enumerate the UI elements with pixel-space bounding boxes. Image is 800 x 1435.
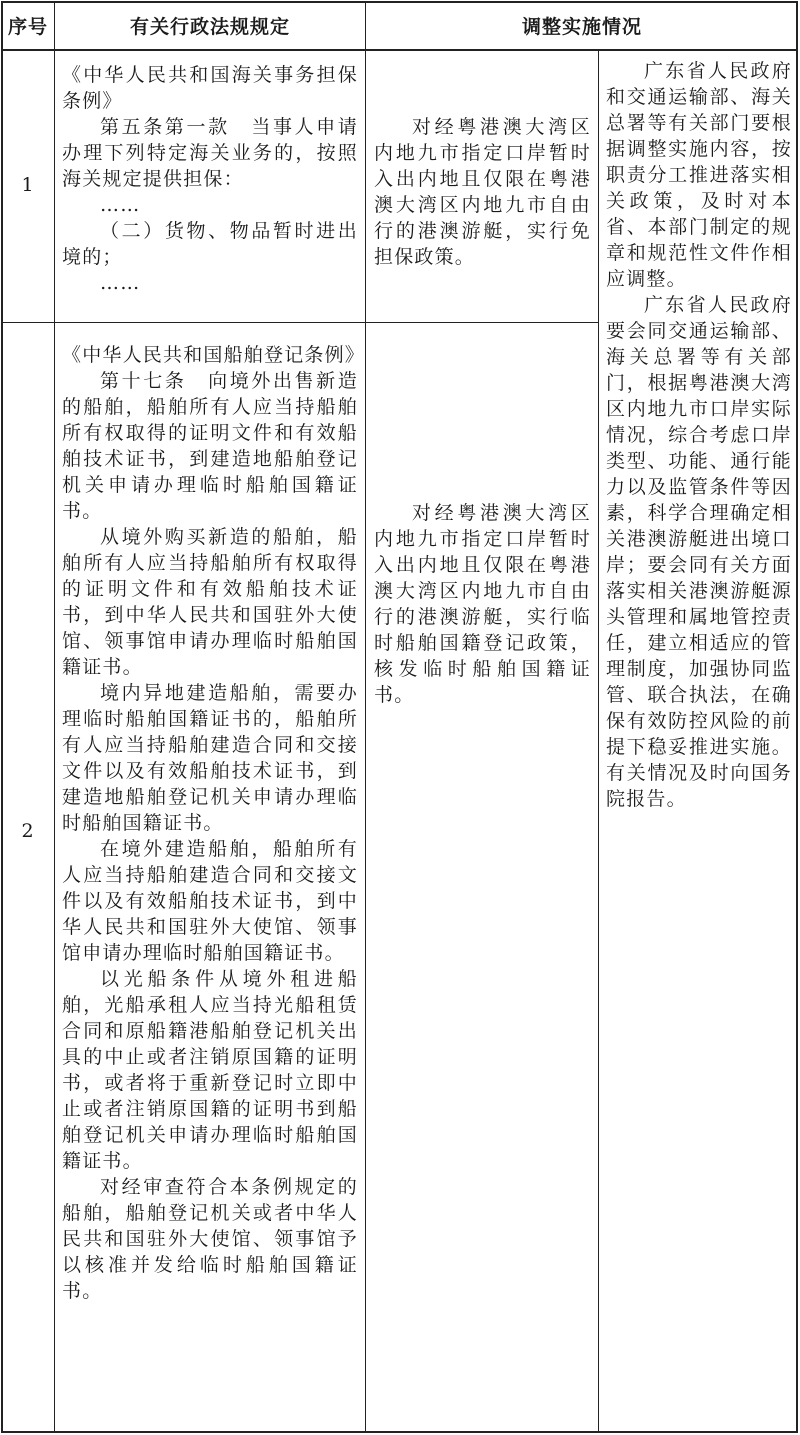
row-divider xyxy=(2,322,598,323)
column-divider xyxy=(365,2,366,1433)
adjustment-paragraph: 对经粤港澳大湾区内地九市指定口岸暂时入出内地且仅限在粤港澳大湾区内地九市自由行的港澳游艇，实行免担保政策。 xyxy=(374,116,591,268)
implementation-text xyxy=(606,58,792,812)
regulation-paragraph: 第十七条 向境外出售新造的船舶，船舶所有人应当持船舶所有权取得的证明文件和有效船舶技术证书，到建造地船舶登记机关申请办理临时船舶国籍证书。 xyxy=(62,370,358,522)
header-adjustment: 调整实施情况 xyxy=(521,16,642,38)
regulation-paragraph: 对经审查符合本条例规定的船舶，船舶登记机关或者中华人民共和国驻外大使馆、领事馆予以核准并发给临时船舶国籍证书。 xyxy=(62,1176,358,1302)
regulation-paragraph: 以光船条件从境外租进船舶，光船承租人应当持光船租赁合同和原船籍港船舶登记机关出具的中止或者注销原国籍的证明书，或者将于重新登记时立即中止或者注销原国籍的证明书到船舶登记机关申请办理临时船舶国籍证书。 xyxy=(62,968,358,1172)
header-divider xyxy=(2,49,798,51)
adjustment-paragraph: 对经粤港澳大湾区内地九市指定口岸暂时入出内地且仅限在粤港澳大湾区内地九市自由行的港澳游艇，实行临时船舶国籍登记政策，核发临时船舶国籍证书。 xyxy=(374,502,591,706)
regulation-title: 《中华人民共和国船舶登记条例》 xyxy=(62,344,366,366)
regulation-title: 《中华人民共和国海关事务担保条例》 xyxy=(62,64,358,112)
header-regulation: 有关行政法规规定 xyxy=(129,16,290,38)
header-index: 序号 xyxy=(7,16,48,38)
implementation-paragraph: 广东省人民政府和交通运输部、海关总署等有关部门要根据调整实施内容，按职责分工推进落实相关政策，及时对本省、本部门制定的规章和规范性文件作相应调整。 xyxy=(606,60,792,290)
regulation-paragraph: 境内异地建造船舶，需要办理临时船舶国籍证书的，船舶所有人应当持船舶建造合同和交接文件以及有效船舶技术证书，到建造地船舶登记机关申请办理临时船舶国籍证书。 xyxy=(62,682,358,834)
adjustment-text xyxy=(374,114,591,270)
column-divider xyxy=(54,2,55,1433)
adjustment-text xyxy=(374,500,591,708)
regulation-paragraph: …… xyxy=(100,272,141,294)
column-divider xyxy=(598,51,599,1433)
regulation-text xyxy=(62,342,366,1304)
row-index: 2 xyxy=(21,820,34,842)
implementation-paragraph: 广东省人民政府要会同交通运输部、海关总署等有关部门，根据粤港澳大湾区内地九市口岸实际情况，综合考虑口岸类型、功能、通行能力以及监管条件等因素，科学合理确定相关港澳游艇进出境口岸；要会同有关方面落实相关港澳游艇源头管理和属地管控责任，建立相适应的管理制度，加强协同监管、联合执法，在确保有效防控风险的前提下稳妥推进实施。有关情况及时向国务院报告。 xyxy=(606,294,792,810)
row-index: 1 xyxy=(21,174,34,196)
regulation-text xyxy=(62,62,358,296)
regulation-paragraph: 第五条第一款 当事人申请办理下列特定海关业务的，按照海关规定提供担保： xyxy=(62,116,358,190)
regulation-paragraph: …… xyxy=(100,194,141,216)
regulation-paragraph: 从境外购买新造的船舶，船舶所有人应当持船舶所有权取得的证明文件和有效船舶技术证书，到中华人民共和国驻外大使馆、领事馆申请办理临时船舶国籍证书。 xyxy=(62,526,358,678)
regulation-paragraph: （二）货物、物品暂时进出境的； xyxy=(62,220,358,268)
regulation-paragraph: 在境外建造船舶，船舶所有人应当持船舶建造合同和交接文件以及有效船舶技术证书，到中华人民共和国驻外大使馆、领事馆申请办理临时船舶国籍证书。 xyxy=(62,838,358,964)
